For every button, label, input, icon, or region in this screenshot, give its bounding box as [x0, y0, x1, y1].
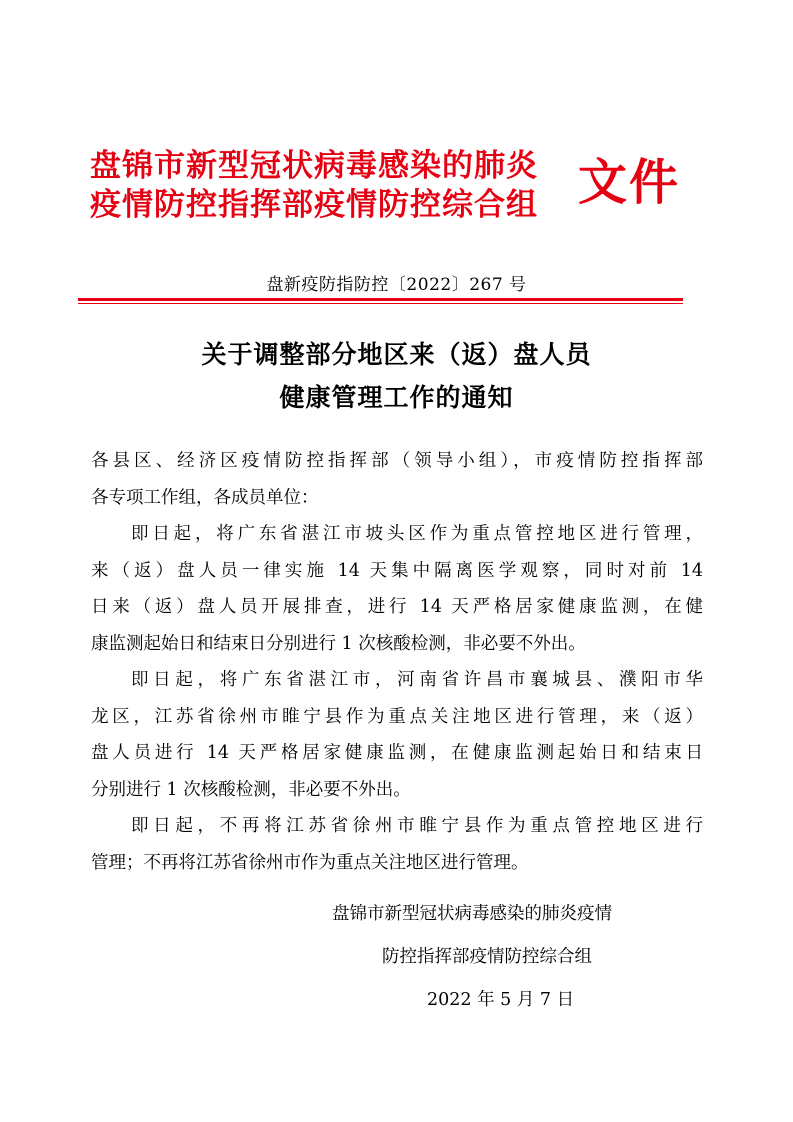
- signature-date: 2022 年 5 月 7 日: [427, 990, 575, 1010]
- red-separator-thin: [78, 303, 683, 304]
- red-separator-thick: [78, 298, 683, 301]
- paragraph-1-line: 即日起，将广东省湛江市坡头区作为重点管控地区进行管理，: [131, 524, 703, 544]
- signature-org-line-1: 盘锦市新型冠状病毒感染的肺炎疫情: [332, 904, 612, 924]
- letterhead-org-line-1: 盘锦市新型冠状病毒感染的肺炎: [90, 148, 538, 184]
- letterhead-file-label: 文件: [578, 154, 681, 211]
- addressee-line: 各专项工作组，各成员单位：: [91, 488, 319, 508]
- document-number: 盘新疫防指防控〔2022〕267 号: [266, 275, 527, 295]
- paragraph-2-line: 龙区，江苏省徐州市睢宁县作为重点关注地区进行管理，来（返）: [91, 707, 703, 727]
- paragraph-2-line: 即日起，将广东省湛江市，河南省许昌市襄城县、濮阳市华: [131, 670, 703, 690]
- signature-org-line-2: 防控指挥部疫情防控综合组: [382, 947, 592, 967]
- letterhead-org-line-2: 疫情防控指挥部疫情防控综合组: [90, 187, 538, 223]
- paragraph-1-line: 日来（返）盘人员开展排查，进行 14 天严格居家健康监测，在健: [91, 597, 703, 617]
- paragraph-3-line: 即日起，不再将江苏省徐州市睢宁县作为重点管控地区进行: [131, 816, 703, 836]
- paragraph-1-line: 康监测起始日和结束日分别进行 1 次核酸检测，非必要不外出。: [91, 634, 586, 654]
- notice-title-line-2: 健康管理工作的通知: [279, 383, 514, 412]
- paragraph-2-line: 分别进行 1 次核酸检测，非必要不外出。: [91, 780, 411, 800]
- paragraph-3-line: 管理；不再将江苏省徐州市作为重点关注地区进行管理。: [91, 853, 529, 873]
- paragraph-2-line: 盘人员进行 14 天严格居家健康监测，在健康监测起始日和结束日: [91, 743, 703, 763]
- paragraph-1-line: 来（返）盘人员一律实施 14 天集中隔离医学观察，同时对前 14: [91, 561, 703, 581]
- notice-title-line-1: 关于调整部分地区来（返）盘人员: [201, 340, 592, 369]
- addressee-line: 各县区、经济区疫情防控指挥部（领导小组），市疫情防控指挥部: [91, 451, 703, 471]
